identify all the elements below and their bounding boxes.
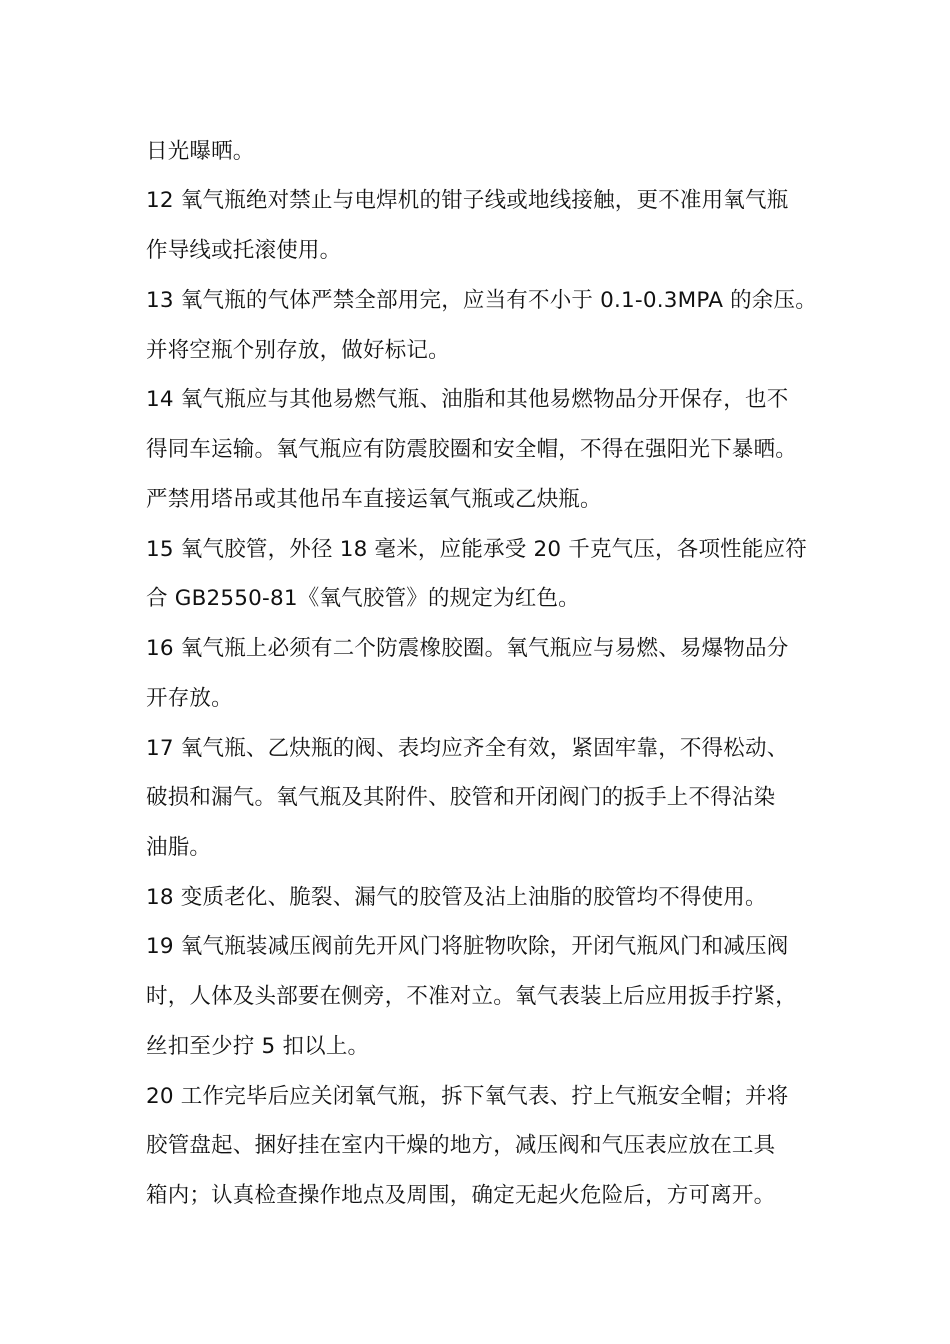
text-line: 19 氧气瓶装减压阀前先开风门将脏物吹除，开闭气瓶风门和减压阀: [146, 934, 789, 959]
text-line: 14 氧气瓶应与其他易燃气瓶、油脂和其他易燃物品分开保存，也不: [146, 387, 789, 412]
text-line: 严禁用塔吊或其他吊车直接运氧气瓶或乙炔瓶。: [146, 487, 602, 512]
text-line: 胶管盘起、捆好挂在室内干燥的地方，减压阀和气压表应放在工具: [146, 1133, 776, 1158]
text-line: 油脂。: [146, 835, 212, 860]
text-line: 17 氧气瓶、乙炔瓶的阀、表均应齐全有效，紧固牢靠，不得松动、: [146, 736, 789, 761]
text-line: 箱内；认真检查操作地点及周围，确定无起火危险后，方可离开。: [146, 1183, 776, 1208]
text-line: 并将空瓶个别存放，做好标记。: [146, 338, 450, 363]
text-line: 得同车运输。氧气瓶应有防震胶圈和安全帽，不得在强阳光下暴晒。: [146, 437, 798, 462]
text-line: 合 GB2550-81《氧气胶管》的规定为红色。: [146, 586, 580, 611]
text-line: 12 氧气瓶绝对禁止与电焊机的钳子线或地线接触，更不准用氧气瓶: [146, 188, 789, 213]
text-line: 开存放。: [146, 686, 233, 711]
text-line: 16 氧气瓶上必须有二个防震橡胶圈。氧气瓶应与易燃、易爆物品分: [146, 636, 789, 661]
text-line: 20 工作完毕后应关闭氧气瓶，拆下氧气表、拧上气瓶安全帽；并将: [146, 1084, 789, 1109]
text-line: 丝扣至少拧 5 扣以上。: [146, 1034, 370, 1059]
text-line: 15 氧气胶管，外径 18 毫米，应能承受 20 千克气压，各项性能应符: [146, 537, 807, 562]
text-line: 13 氧气瓶的气体严禁全部用完，应当有不小于 0.1-0.3MPA 的余压。: [146, 288, 817, 313]
text-line: 破损和漏气。氧气瓶及其附件、胶管和开闭阀门的扳手上不得沾染: [146, 785, 776, 810]
text-line: 作导线或托滚使用。: [146, 238, 342, 263]
text-line: 18 变质老化、脆裂、漏气的胶管及沾上油脂的胶管均不得使用。: [146, 885, 767, 910]
text-line: 日光曝晒。: [146, 139, 255, 164]
text-line: 时，人体及头部要在侧旁，不准对立。氧气表装上后应用扳手拧紧，: [146, 984, 798, 1009]
